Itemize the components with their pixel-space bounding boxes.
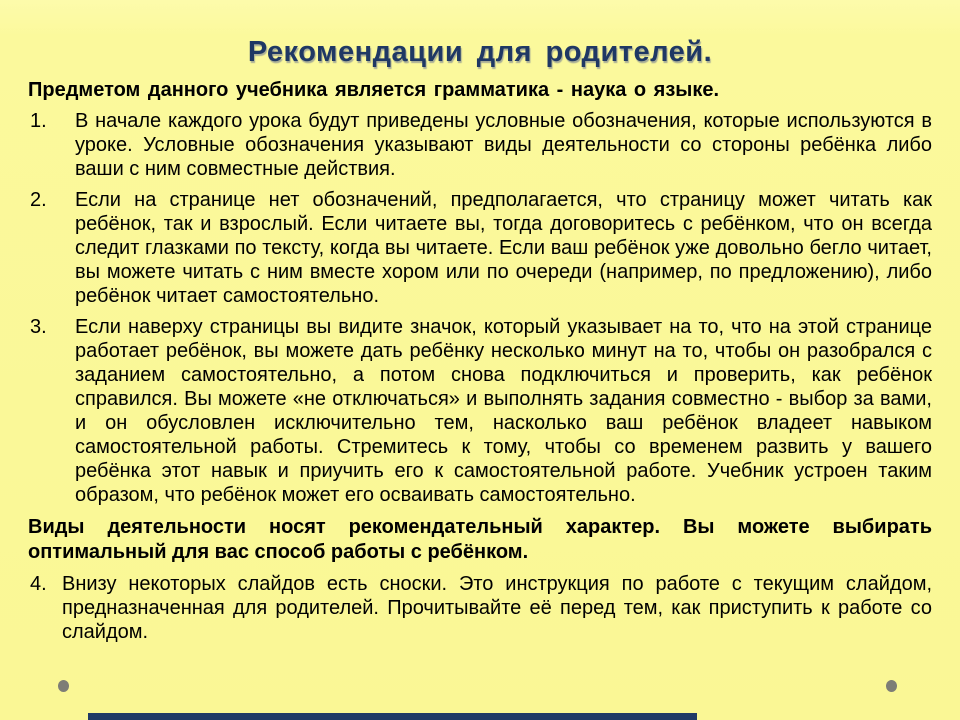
list-item-text: Внизу некоторых слайдов есть сноски. Это инструкция по работе с текущим слайдом, предназначенная для родителей. Прочитывайте её перед тем, как приступить к работе со слайдом.	[62, 573, 932, 643]
recommendation-note: Виды деятельности носят рекомендательный характер. Вы можете выбирать оптимальный для вас способ работы с ребёнком.	[28, 516, 932, 563]
footer-bar	[88, 713, 697, 720]
list-item-4	[30, 572, 932, 644]
bullet-dot-left	[58, 680, 69, 692]
page-title: Рекомендации для родителей.	[247, 36, 713, 68]
list-item-1	[30, 109, 932, 181]
list-item-2	[30, 188, 932, 308]
bullet-dot-right	[886, 680, 897, 692]
list-item-number: 1.	[30, 110, 47, 132]
list-item-number: 2.	[30, 189, 47, 211]
list-item-3	[30, 315, 932, 507]
list-item-text: Если на странице нет обозначений, предполагается, что страницу может читать как ребёнок, так и взрослый. Если читаете вы, тогда договоритесь с ребёнком, что он всегда следит глазками по тексту, когда вы читаете. Если ваш ребёнок уже довольно бегло читает, вы можете читать с ним вместе хором или по очереди (например, по предложению), либо ребёнок читает самостоятельно.	[75, 189, 932, 307]
list-item-number: 3.	[30, 316, 47, 338]
intro-paragraph: Предметом данного учебника является грамматика - наука о языке.	[28, 79, 720, 101]
list-item-number: 4.	[30, 573, 47, 595]
list-item-text: Если наверху страницы вы видите значок, который указывает на то, что на этой странице работает ребёнок, вы можете дать ребёнку несколько минут на то, чтобы он разобрался с заданием самостоятельно, а потом снова подключиться и проверить, как ребёнок справился. Вы можете «не отключаться» и выполнять задания совместно - выбор за вами, и он обусловлен исключительно тем, насколько ваш ребёнок владеет навыком самостоятельной работы. Стремитесь к тому, чтобы со временем развить у вашего ребёнка этот навык и приучить его к самостоятельной работе. Учебник устроен таким образом, что ребёнок может его осваивать самостоятельно.	[75, 316, 932, 506]
list-item-text: В начале каждого урока будут приведены условные обозначения, которые используются в уроке. Условные обозначения указывают виды деятельности со стороны ребёнка либо ваши с ним совместные действия.	[75, 110, 932, 180]
